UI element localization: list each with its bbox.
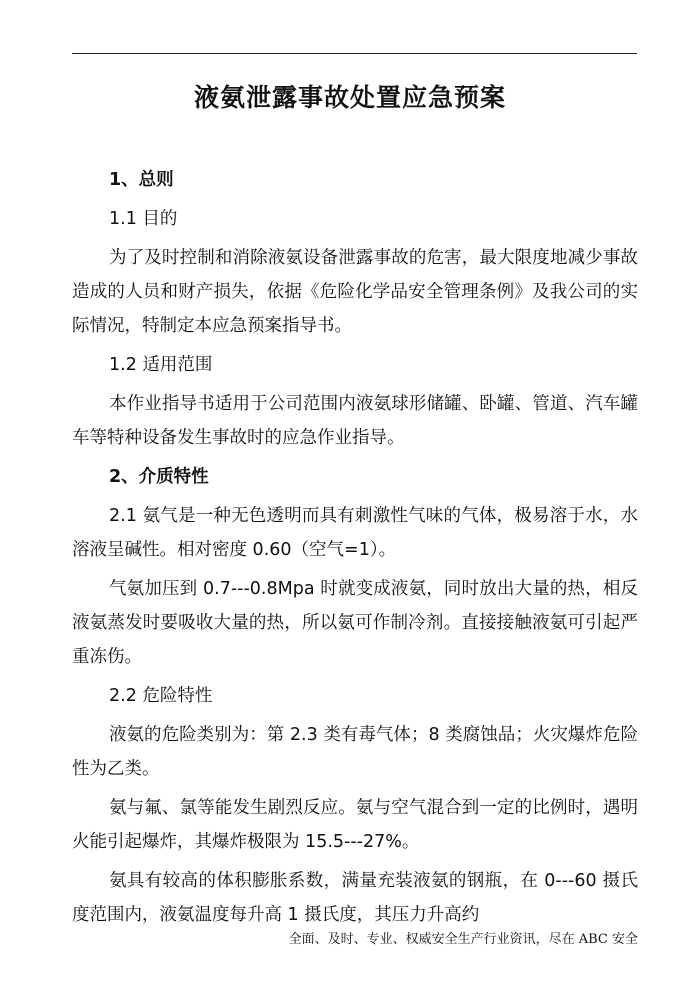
section-1-heading: 1、总则 (109, 170, 174, 190)
section-1-2-heading: 1.2 适用范围 (109, 355, 213, 375)
section-2-2-paragraph-2: 氨与氟、氯等能发生剧烈反应。氨与空气混合到一定的比例时，遇明火能引起爆炸，其爆炸极限为 15.5---27%。 (72, 798, 638, 852)
page-footer: 全面、及时、专业、权威安全生产行业资讯，尽在 ABC 安全 (288, 932, 638, 947)
header-rule (72, 53, 637, 54)
section-2-2-heading: 2.2 危险特性 (109, 686, 213, 706)
document-title: 液氨泄露事故处置应急预案 (193, 83, 506, 112)
section-2-1-paragraph: 2.1 氨气是一种无色透明而具有刺激性气味的气体，极易溶于水，水溶液呈碱性。相对密度 0.60（空气=1）。 (72, 506, 638, 560)
section-1-1-heading: 1.1 目的 (109, 209, 178, 229)
section-2-1-paragraph-2: 气氨加压到 0.7---0.8Mpa 时就变成液氨，同时放出大量的热，相反液氨蒸发时要吸收大量的热，所以氨可作制冷剂。直接接触液氨可引起严重冻伤。 (72, 579, 638, 667)
document-body (72, 163, 638, 937)
section-1-2-paragraph: 本作业指导书适用于公司范围内液氨球形储罐、卧罐、管道、汽车罐车等特种设备发生事故时的应急作业指导。 (72, 394, 638, 448)
section-1-1-paragraph: 为了及时控制和消除液氨设备泄露事故的危害，最大限度地减少事故造成的人员和财产损失，依据《危险化学品安全管理条例》及我公司的实际情况，特制定本应急预案指导书。 (72, 248, 638, 336)
section-2-heading: 2、介质特性 (109, 467, 209, 487)
section-2-2-paragraph-3: 氨具有较高的体积膨胀系数，满量充装液氨的钢瓶，在 0---60 摄氏度范围内，液氨温度每升高 1 摄氏度，其压力升高约 (72, 871, 638, 925)
section-2-2-paragraph-1: 液氨的危险类别为：第 2.3 类有毒气体；8 类腐蚀品；火灾爆炸危险性为乙类。 (72, 725, 638, 779)
